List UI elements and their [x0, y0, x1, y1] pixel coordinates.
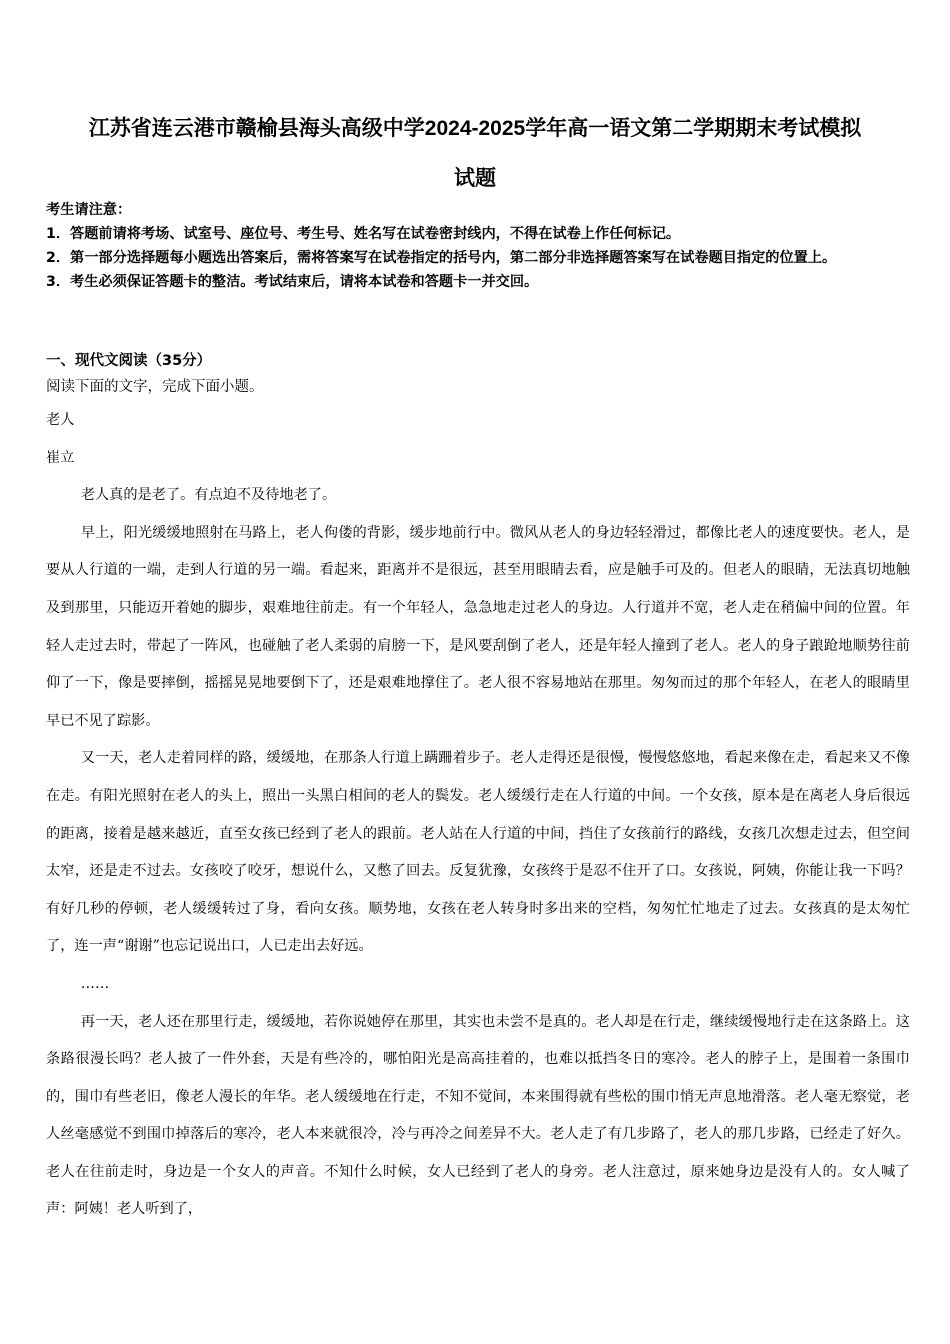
article-paragraph: 再一天，老人还在那里行走，缓缓地，若你说她停在那里，其实也未尝不是真的。老人却是在行走，继续缓慢地行走在这条路上。这条路很漫长吗？老人披了一件外套，天是有些冷的，哪怕阳光是高高挂着的，也难以抵挡冬日的寒冷。老人的脖子上，是围着一条围巾的，围巾有些老旧，像老人漫长的年华。老人缓缓地在行走，不知不觉间，本来围得就有些松的围巾悄无声息地滑落。老人毫无察觉，老人丝毫感觉不到围巾掉落后的寒冷，老人本来就很冷，冷与再冷之间差异不大。老人走了有几步路了，老人的那几步路，已经走了好久。老人在往前走时，身边是一个女人的声音。不知什么时候，女人已经到了老人的身旁。老人注意过，原来她身边是没有人的。女人喊了声：阿姨！老人听到了， [46, 1013, 910, 1218]
article-paragraph: 老人真的是老了。有点迫不及待地老了。 [80, 487, 337, 504]
article-author: 崔立 [46, 449, 75, 466]
section-heading: 一、现代文阅读（35分） [46, 353, 212, 369]
notice-heading: 考生请注意： [46, 202, 132, 218]
article-paragraph: 早上，阳光缓缓地照射在马路上，老人佝偻的背影，缓步地前行中。微风从老人的身边轻轻滑过，都像比老人的速度要快。老人，是要从人行道的一端，走到人行道的另一端。看起来，距离并不是很远，甚至用眼睛去看，应是触手可及的。但老人的眼睛，无法真切地触及到那里，只能迈开着她的脚步，艰难地往前走。有一个年轻人，急急地走过老人的身边。人行道并不宽，老人走在稍偏中间的位置。年轻人走过去时，带起了一阵风，也碰触了老人柔弱的肩膀一下，是风要刮倒了老人，还是年轻人撞到了老人。老人的身子踉跄地顺势往前仰了一下，像是要摔倒，摇摇晃晃地要倒下了，还是艰难地撑住了。老人很不容易地站在那里。匆匆而过的那个年轻人，在老人的眼睛里早已不见了踪影。 [46, 524, 910, 729]
title-line-2: 试题 [454, 167, 496, 190]
article-title: 老人 [46, 412, 75, 428]
section-header [46, 348, 906, 400]
notice-item: 2．第一部分选择题每小题选出答案后，需将答案写在试卷指定的括号内，第二部分非选择题答案写在试卷题目指定的位置上。 [46, 250, 837, 266]
article [46, 402, 910, 1229]
notice-item: 1．答题前请将考场、试室号、座位号、考生号、姓名写在试卷密封线内，不得在试卷上作任何标记。 [46, 226, 681, 242]
notice-item: 3．考生必须保证答题卡的整洁。考试结束后，请将本试卷和答题卡一并交回。 [46, 274, 539, 290]
exam-notice [46, 198, 906, 294]
ellipsis-separator: …… [80, 975, 110, 992]
article-paragraph: 又一天，老人走着同样的路，缓缓地，在那条人行道上蹒跚着步子。老人走得还是很慢，慢慢悠悠地，看起来像在走，看起来又不像在走。有阳光照射在老人的头上，照出一头黑白相间的老人的鬓发。老人缓缓行走在人行道的中间。一个女孩，原本是在离老人身后很远的距离，接着是越来越近，直至女孩已经到了老人的跟前。老人站在人行道的中间，挡住了女孩前行的路线，女孩几次想走过去，但空间太窄，还是走不过去。女孩咬了咬牙，想说什么，又憋了回去。反复犹豫，女孩终于是忍不住开了口。女孩说，阿姨，你能让我一下吗？有好几秒的停顿，老人缓缓转过了身，看向女孩。顺势地，女孩在老人转身时多出来的空档，匆匆忙忙地走了过去。女孩真的是太匆忙了，连一声“谢谢”也忘记说出口，人已走出去好远。 [46, 750, 910, 955]
section-instruction: 阅读下面的文字，完成下面小题。 [46, 379, 264, 395]
title-line-1: 江苏省连云港市赣榆县海头高级中学2024-2025学年高一语文第二学期期末考试模拟 [88, 117, 862, 140]
document-title [40, 104, 910, 204]
